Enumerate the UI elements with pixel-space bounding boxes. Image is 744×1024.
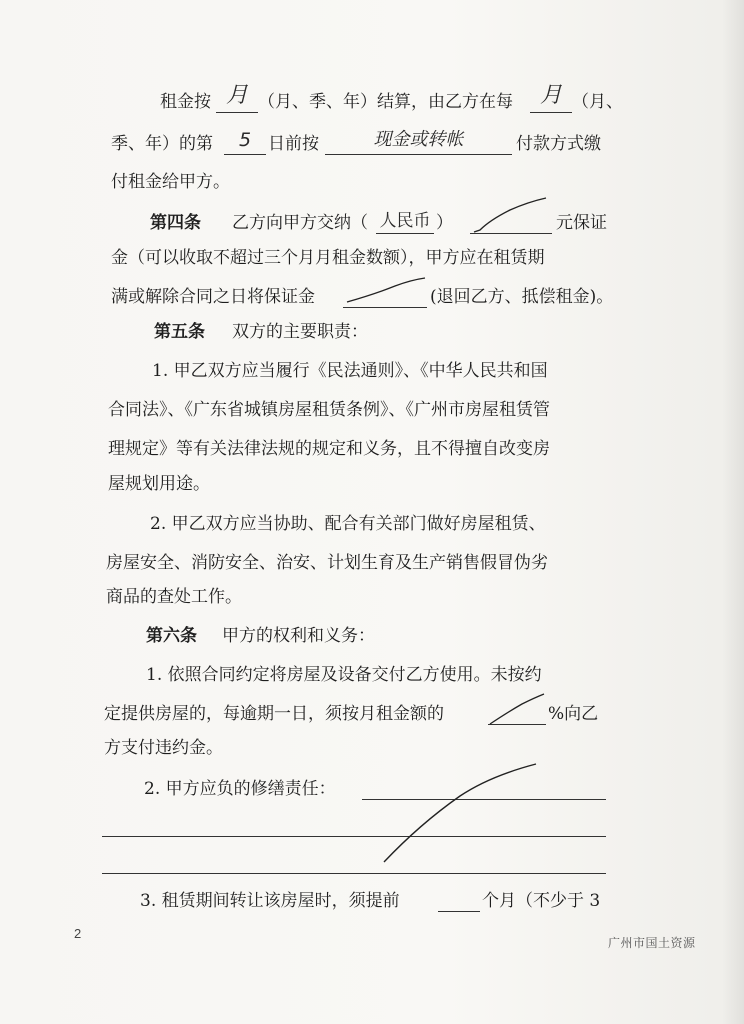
text-segment: 1. 甲乙双方应当履行《民法通则》、《中华人民共和国	[152, 361, 548, 381]
text-segment: 3. 租赁期间转让该房屋时，须提前	[140, 891, 400, 911]
currency-field[interactable]: 人民币	[376, 211, 434, 234]
text-segment: （月、季、年）结算，由乙方在每	[258, 92, 513, 112]
text-segment: 理规定》等有关法律法规的规定和义务，且不得擅自改变房	[108, 439, 550, 459]
page-number: 2	[74, 926, 82, 941]
article-5-title: 第五条	[154, 322, 205, 342]
text-segment: 商品的查处工作。	[106, 587, 242, 607]
text-segment: 元保证	[556, 213, 607, 233]
text-segment: 乙方向甲方交纳（	[232, 213, 368, 233]
publisher-footer: 广州市国土资源	[608, 936, 696, 950]
page-edge-shadow	[722, 0, 744, 1024]
text-segment: 1. 依照合同约定将房屋及设备交付乙方使用。未按约	[146, 665, 542, 685]
text-segment: 金（可以收取不超过三个月月租金数额），甲方应在租赁期	[111, 248, 545, 268]
text-segment: 双方的主要职责：	[232, 322, 368, 342]
payment-period-field[interactable]: 月	[530, 86, 572, 113]
deposit-amount-strike-mark	[470, 196, 550, 236]
payment-day-field[interactable]: 5	[224, 130, 266, 155]
transfer-notice-months-field[interactable]	[438, 891, 480, 912]
text-segment: 屋规划用途。	[108, 474, 210, 494]
article-6-title: 第六条	[146, 626, 197, 646]
text-segment: 付款方式缴	[516, 134, 601, 154]
text-segment: ）	[436, 213, 453, 233]
text-segment: 方支付违约金。	[104, 738, 223, 758]
text-segment: 个月（不少于 3	[482, 891, 601, 911]
payment-method-field[interactable]: 现金或转帐	[325, 130, 512, 155]
text-segment: 合同法》、《广东省城镇房屋租赁条例》、《广州市房屋租赁管	[108, 400, 550, 420]
text-segment: 2. 甲方应负的修缮责任：	[144, 779, 336, 799]
text-segment: 2. 甲乙双方应当协助、配合有关部门做好房屋租赁、	[150, 514, 546, 534]
repair-responsibility-strike-mark	[380, 762, 540, 866]
text-segment: 定提供房屋的，每逾期一日，须按月租金额的	[104, 704, 444, 724]
text-segment: 房屋安全、消防安全、治安、计划生育及生产销售假冒伪劣	[106, 553, 548, 573]
text-segment: 付租金给甲方。	[111, 172, 230, 192]
text-segment: 租金按	[160, 92, 211, 112]
settlement-period-field[interactable]: 月	[216, 86, 258, 113]
text-segment: (退回乙方、抵偿租金)。	[430, 287, 614, 307]
repair-responsibility-field-line-3[interactable]	[102, 873, 606, 874]
text-segment: 甲方的权利和义务：	[222, 626, 375, 646]
penalty-percent-strike-mark	[488, 692, 548, 728]
text-segment: （月、	[572, 92, 623, 112]
deposit-return-strike-mark	[345, 276, 429, 306]
text-segment: 季、年）的第	[111, 134, 213, 154]
article-4-title: 第四条	[150, 213, 201, 233]
text-segment: %向乙	[548, 704, 599, 724]
text-segment: 日前按	[268, 134, 319, 154]
text-segment: 满或解除合同之日将保证金	[111, 287, 315, 307]
